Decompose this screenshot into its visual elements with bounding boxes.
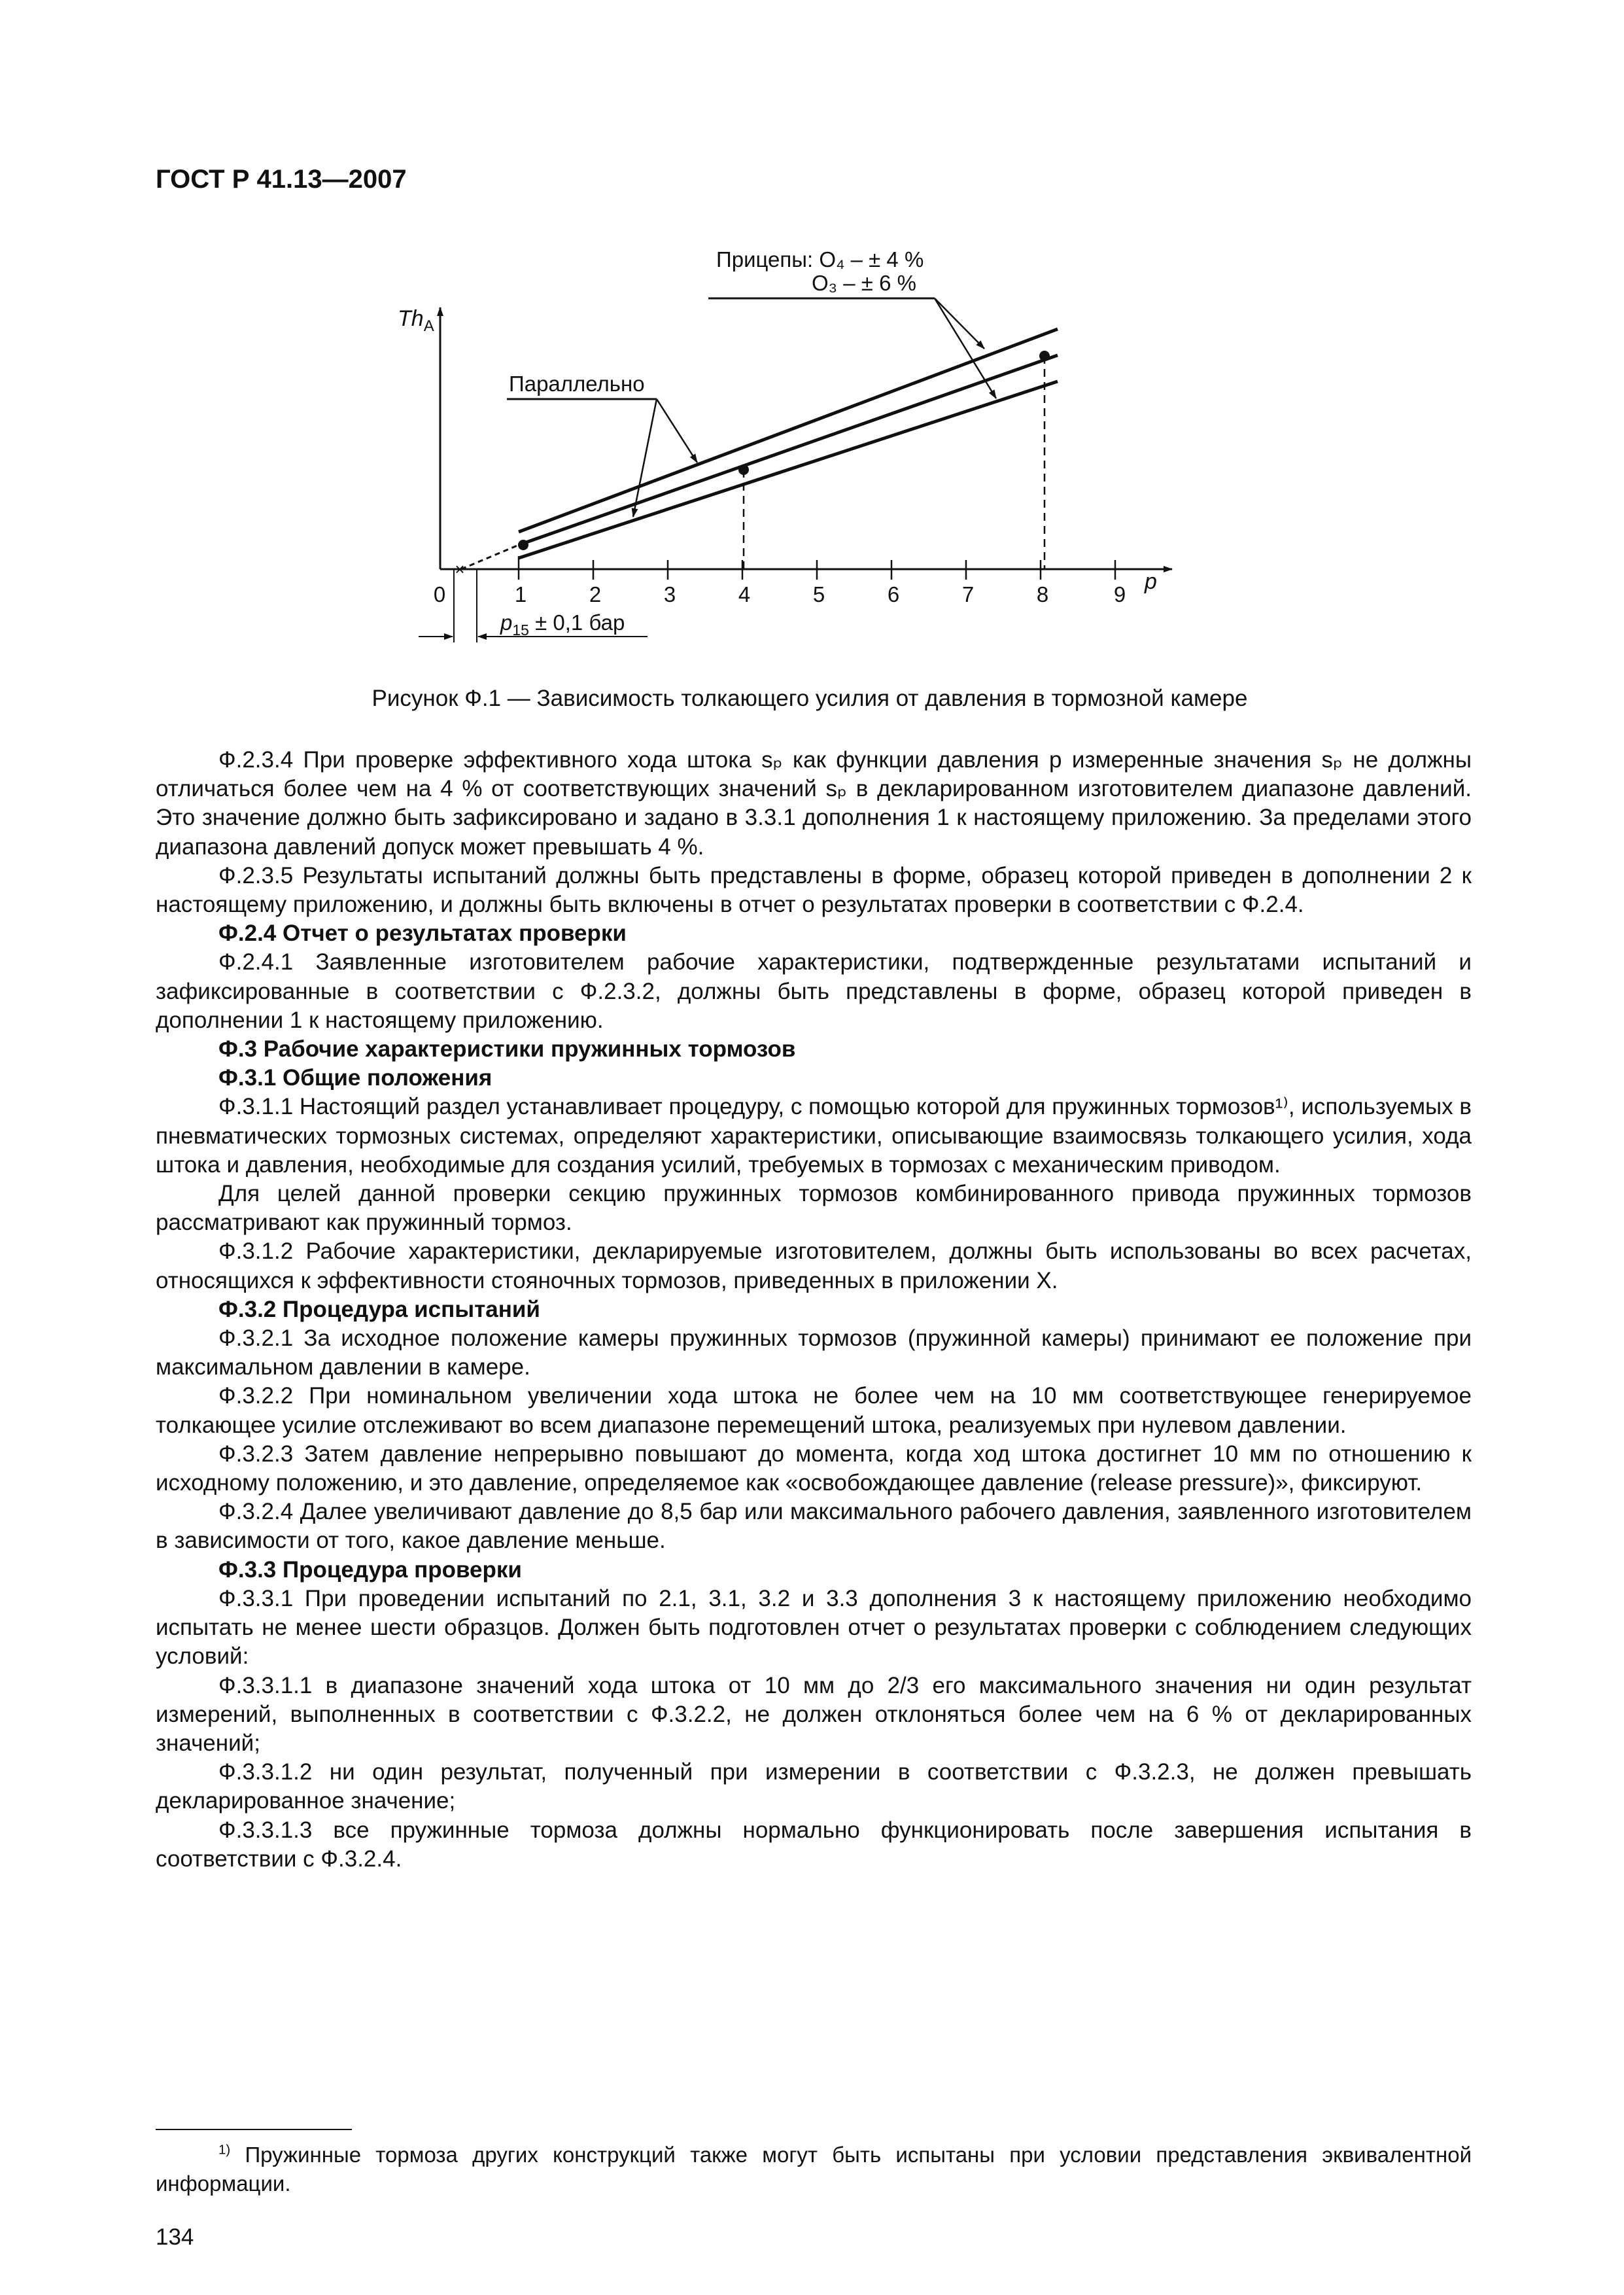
tick-label-4: 4 [738, 582, 751, 606]
leader-arrow [935, 298, 996, 398]
p15-cross: × [455, 559, 465, 579]
paragraph: Ф.3.3.1 При проведении испытаний по 2.1, 3.1, 3.2 и 3.3 дополнения 3 к настоящему приложению необходимо испытать не менее шести образцов. Должен быть подготовлен отчет о результатах проверки с соблюдением следующих условий: [156, 1585, 1472, 1670]
data-point [518, 540, 528, 550]
figure-chart [366, 236, 1295, 661]
footnote-marker: 1) [218, 2142, 231, 2158]
tick-label-8: 8 [1036, 582, 1049, 606]
section-heading: Ф.3.3 Процедура проверки [218, 1556, 522, 1583]
body-text [156, 746, 1472, 1874]
tick-label-1: 1 [514, 582, 527, 606]
paragraph: Ф.3.2.3 Затем давление непрерывно повышают до момента, когда ход штока достигнет 10 мм по отношению к исходному положению, и это давление, определяемое как «освобождающее давление (release pressure)», фиксируют. [156, 1441, 1472, 1496]
paragraph: Ф.2.3.4 При проверке эффективного хода штока sₚ как функции давления p измеренные значения sₚ не должны отличаться более чем на 4 % от соответствующих значений sₚ в декларированном изготовителем диапазоне давлений. Это значение должно быть зафиксировано и задано в 3.3.1 дополнения 1 к настоящему приложению. За пределами этого диапазона давлений допуск может превышать 4 %. [156, 747, 1472, 860]
footnote-text: Пружинные тормоза других конструкций также могут быть испытаны при условии представления эквивалентной информации. [156, 2143, 1472, 2196]
section-heading: Ф.3 Рабочие характеристики пружинных тормозов [218, 1036, 796, 1062]
x-ticks [519, 556, 1115, 580]
section-heading: Ф.2.4 Отчет о результатах проверки [218, 920, 627, 947]
figure-caption: Рисунок Ф.1 — Зависимость толкающего усилия от давления в тормозной камере [371, 686, 1248, 711]
lower-tolerance-line [519, 381, 1058, 558]
page-number: 134 [156, 2224, 194, 2250]
label-parallel: Параллельно [509, 372, 645, 396]
extrapolation-dashed [461, 545, 519, 569]
leader-arrow [935, 298, 984, 349]
paragraph: Для целей данной проверки секцию пружинных тормозов комбинированного привода пружинных тормозов рассматривают как пружинный тормоз. [156, 1181, 1472, 1236]
tick-label-3: 3 [663, 582, 676, 606]
tick-label-0: 0 [433, 582, 446, 606]
x-axis-label: p [1145, 569, 1157, 594]
paragraph: Ф.3.2.2 При номинальном увеличении хода штока не более чем на 10 мм соответствующее генерируемое толкающее усилие отслеживают во всем диапазоне перемещений штока, реализуемых при нулевом давлении. [156, 1383, 1472, 1438]
figure-f1 [366, 236, 1295, 661]
paragraph: Ф.3.3.1.2 ни один результат, полученный при измерении в соответствии с Ф.3.2.3, не должен превышать декларированное значение; [156, 1759, 1472, 1814]
paragraph: Ф.3.1.1 Настоящий раздел устанавливает процедуру, с помощью которой для пружинных тормозов¹⁾, используемых в пневматических тормозных системах, определяют характеристики, описывающие взаимосвязь толкающего усилия, хода штока и давления, необходимые для создания усилий, требуемых в тормозах с механическим приводом. [156, 1094, 1472, 1178]
paragraph: Ф.3.2.4 Далее увеличивают давление до 8,5 бар или максимального рабочего давления, заявленного изготовителем в зависимости от того, какое давление меньше. [156, 1499, 1472, 1554]
footnote-divider [156, 2129, 352, 2130]
footnote [156, 2141, 1472, 2198]
paragraph: Ф.3.1.2 Рабочие характеристики, декларируемые изготовителем, должны быть использованы во всех расчетах, относящихся к эффективности стояночных тормозов, приведенных в приложении Х. [156, 1238, 1472, 1293]
tick-label-6: 6 [887, 582, 900, 606]
label-trailers-2: O₃ – ± 6 % [812, 271, 916, 295]
tick-label-9: 9 [1113, 582, 1126, 606]
section-heading: Ф.3.1 Общие положения [218, 1065, 492, 1091]
document-header: ГОСТ Р 41.13—2007 [156, 165, 407, 194]
label-p15: $p_{15} \pm 0,1$ бар [500, 610, 625, 639]
paragraph: Ф.3.2.1 За исходное положение камеры пружинных тормозов (пружинной камеры) принимают ее положение при максимальном давлении в камере. [156, 1325, 1472, 1380]
tick-label-2: 2 [589, 582, 602, 606]
leader-arrow [657, 399, 697, 463]
paragraph: Ф.2.4.1 Заявленные изготовителем рабочие характеристики, подтвержденные результатами испытаний и зафиксированные в соответствии с Ф.2.3.2, должны быть представлены в форме, образец которой приведен в дополнении 1 к настоящему приложению. [156, 949, 1472, 1033]
section-heading: Ф.3.2 Процедура испытаний [218, 1296, 540, 1322]
label-trailers-1: Прицепы: O₄ – ± 4 % [716, 247, 924, 272]
paragraph: Ф.3.3.1.3 все пружинные тормоза должны нормально функционировать после завершения испытания в соответствии с Ф.3.2.4. [156, 1817, 1472, 1872]
paragraph: Ф.3.3.1.1 в диапазоне значений хода штока от 10 мм до 2/3 его максимального значения ни один результат измерений, выполненных в соответствии с Ф.3.2.2, не должен отклоняться более чем на 6 % от декларированных значений; [156, 1672, 1472, 1756]
paragraph: Ф.2.3.5 Результаты испытаний должны быть представлены в форме, образец которой приведен в дополнении 2 к настоящему приложению, и должны быть включены в отчет о результатах проверки в соответствии с Ф.2.4. [156, 862, 1472, 918]
tick-label-5: 5 [812, 582, 825, 606]
x-tick-labels [434, 582, 1126, 606]
y-axis-label: $Th_A$ [398, 306, 434, 335]
tick-label-7: 7 [961, 582, 975, 606]
upper-tolerance-line [519, 329, 1058, 532]
